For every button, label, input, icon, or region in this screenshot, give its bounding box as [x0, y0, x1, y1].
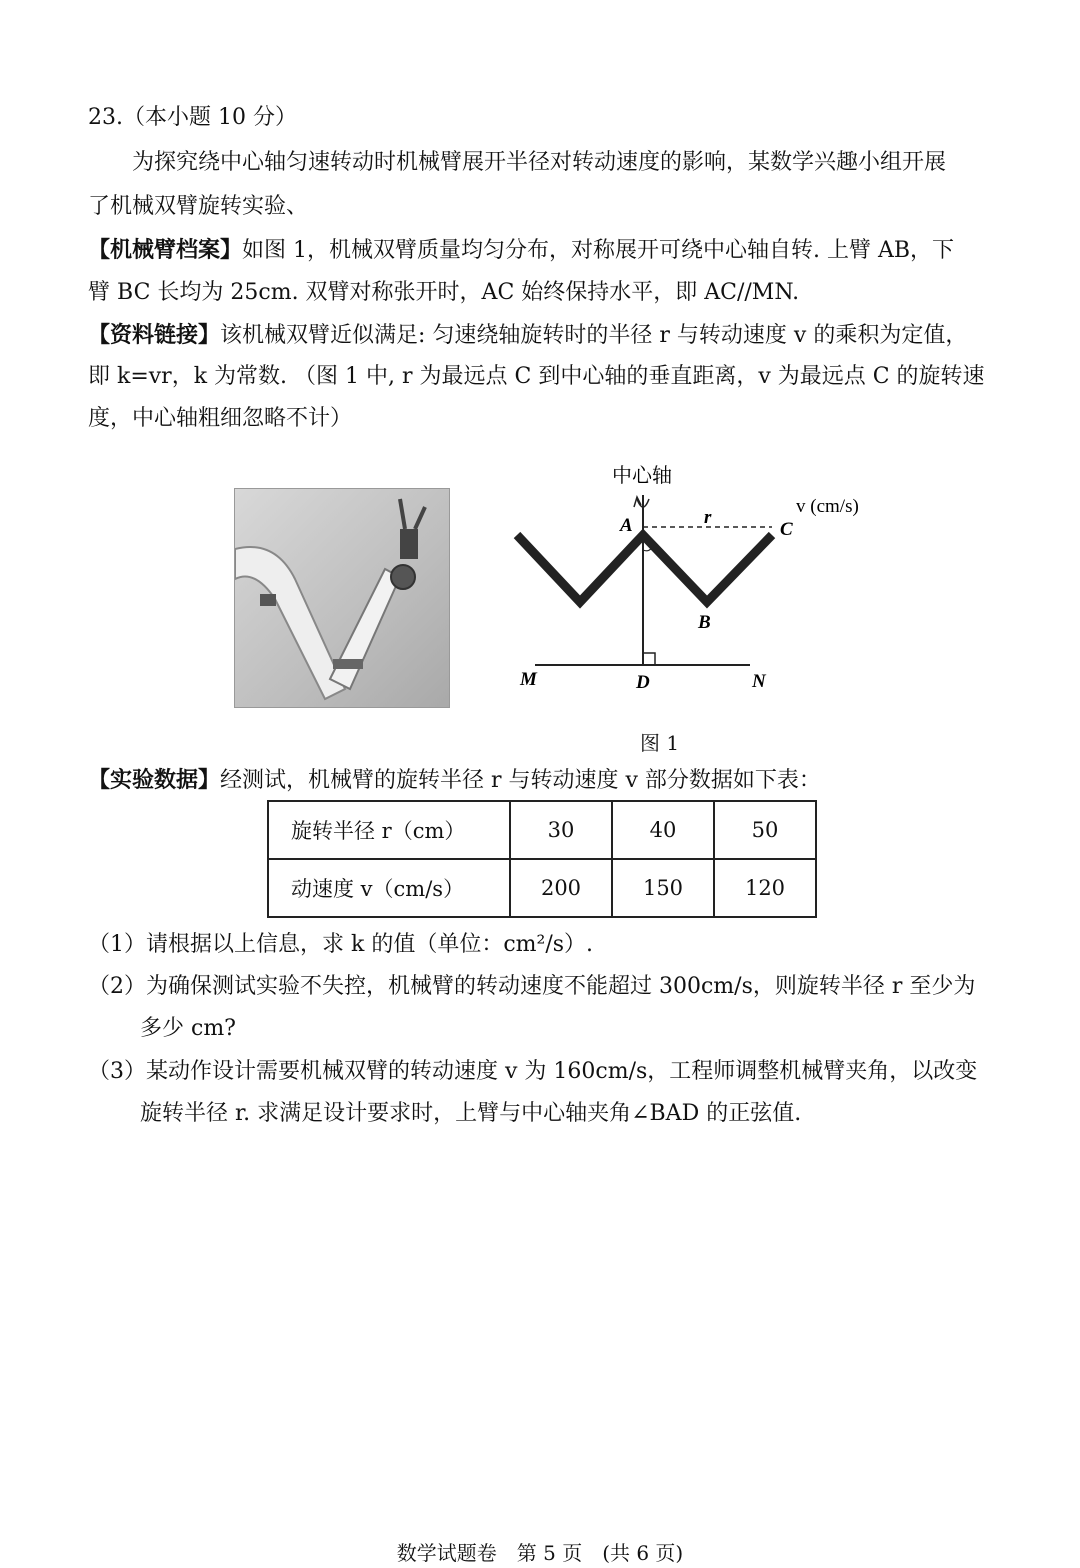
- archive-line-1: 如图 1，机械双臂质量均匀分布，对称展开可绕中心轴自转. 上臂 AB，下: [242, 238, 955, 263]
- table-row-header-velocity: 动速度 v（cm/s）: [268, 859, 510, 917]
- axis-label: 中心轴: [612, 463, 672, 487]
- sub-question-2-line-1: （2）为确保测试实验不失控，机械臂的转动速度不能超过 300cm/s，则旋转半径 r 至少为: [88, 974, 976, 999]
- mechanical-arms: [517, 535, 772, 602]
- link-line-3: 度，中心轴粗细忽略不计）: [88, 406, 353, 431]
- sub-question-2-line-2: 多少 cm?: [140, 1016, 236, 1041]
- link-paragraph: [88, 320, 967, 351]
- robot-arm-photo: [234, 488, 450, 708]
- archive-label: 【机械臂档案】: [88, 237, 243, 263]
- experiment-data-table: [267, 800, 817, 918]
- point-m-label: M: [520, 669, 537, 690]
- link-line-1: 该机械双臂近似满足: 匀速绕轴旋转时的半径 r 与转动速度 v 的乘积为定值，: [220, 323, 968, 348]
- table-row-header-radius: 旋转半径 r（cm）: [268, 801, 510, 859]
- data-label: 【实验数据】: [88, 767, 221, 793]
- page-footer: 数学试题卷 第 5 页 (共 6 页): [396, 1541, 684, 1565]
- archive-paragraph: [88, 235, 954, 266]
- table-cell: 50: [714, 801, 816, 859]
- table-cell: 150: [612, 859, 714, 917]
- data-text: 经测试，机械臂的旋转半径 r 与转动速度 v 部分数据如下表：: [220, 768, 821, 793]
- sub-question-3-line-2: 旋转半径 r. 求满足设计要求时，上臂与中心轴夹角∠BAD 的正弦值.: [140, 1101, 802, 1126]
- sub-question-3-line-1: （3）某动作设计需要机械双臂的转动速度 v 为 160cm/s，工程师调整机械臂夹角，以改变: [88, 1059, 978, 1084]
- figure-caption: 图 1: [640, 731, 680, 755]
- figure-1-diagram: [500, 455, 920, 705]
- table-cell: 40: [612, 801, 714, 859]
- table-cell: 200: [510, 859, 612, 917]
- point-n-label: N: [752, 671, 766, 692]
- link-line-2: 即 k=vr，k 为常数. （图 1 中, r 为最远点 C 到中心轴的垂直距离，v 为最远点 C 的旋转速: [88, 364, 985, 389]
- table-row: [268, 859, 816, 917]
- sub-question-1: （1）请根据以上信息，求 k 的值（单位：cm²/s）.: [88, 932, 594, 957]
- point-b-label: B: [698, 612, 711, 633]
- intro-line-1: 为探究绕中心轴匀速转动时机械臂展开半径对转动速度的影响，某数学兴趣小组开展: [132, 150, 947, 175]
- radius-label: r: [704, 507, 712, 528]
- archive-line-2: 臂 BC 长均为 25cm. 双臂对称张开时，AC 始终保持水平，即 AC//MN.: [88, 280, 800, 305]
- point-d-label: D: [636, 672, 650, 693]
- intro-line-2: 了机械双臂旋转实验、: [88, 194, 309, 219]
- table-cell: 120: [714, 859, 816, 917]
- right-angle-mark: [643, 653, 655, 665]
- point-a-label: A: [620, 515, 633, 536]
- question-header: 23.（本小题 10 分）: [88, 105, 297, 130]
- link-label: 【资料链接】: [88, 322, 221, 348]
- data-paragraph: [88, 765, 821, 796]
- table-row: [268, 801, 816, 859]
- point-c-label: C: [780, 519, 793, 540]
- table-cell: 30: [510, 801, 612, 859]
- robot-arm-illustration: [235, 489, 449, 707]
- velocity-label: v (cm/s): [796, 496, 859, 517]
